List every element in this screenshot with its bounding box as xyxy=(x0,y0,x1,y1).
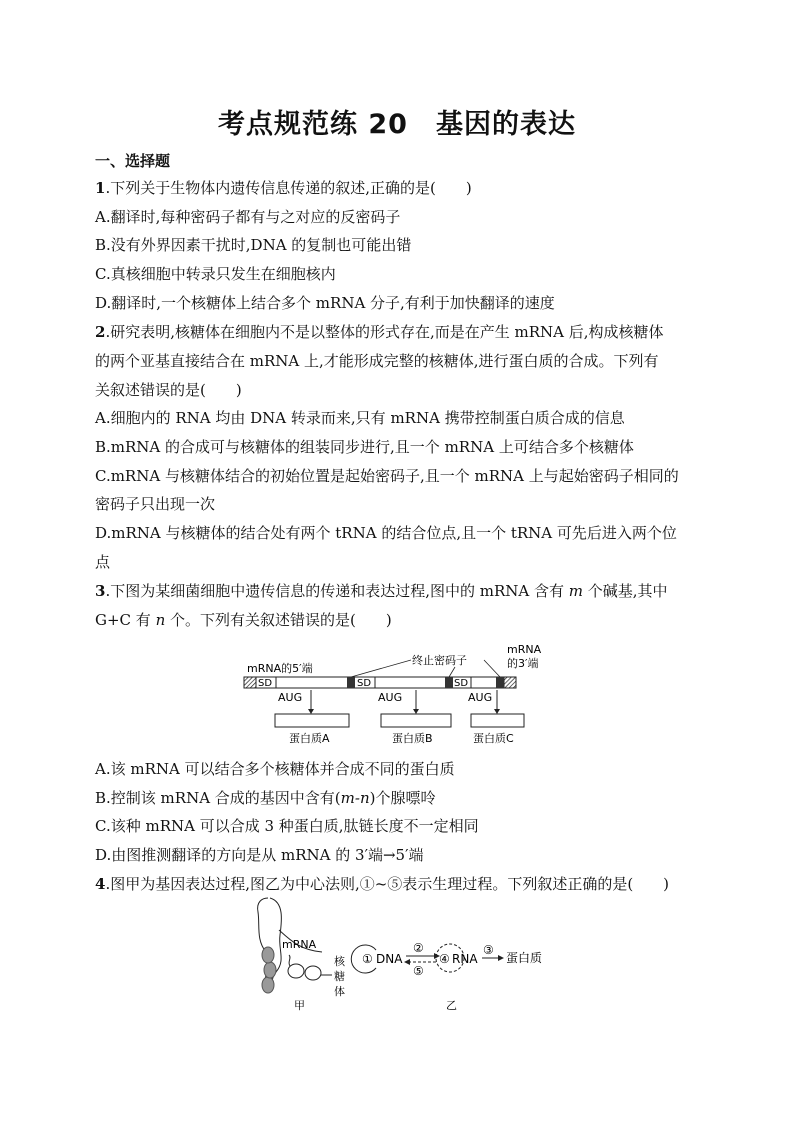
ribosome-2 xyxy=(305,966,321,980)
q3-stem-text1a: .下图为某细菌细胞中遗传信息的传递和表达过程,图中的 mRNA 含有 xyxy=(105,582,569,600)
sd-label-3: SD xyxy=(454,678,469,689)
q1-option-a: A.翻译时,每种密码子都有与之对应的反密码子 xyxy=(95,208,401,226)
protein-node: 蛋白质 xyxy=(506,951,543,965)
figure-yi xyxy=(351,941,542,1012)
ribosome-label-2: 糖 xyxy=(334,970,345,983)
protein-b-label: 蛋白质B xyxy=(392,732,433,745)
mrna-3-end-label-2: 的3′端 xyxy=(507,657,539,670)
yi-label: 乙 xyxy=(446,999,457,1012)
q1-stem-text: .下列关于生物体内遗传信息传递的叙述,正确的是( ) xyxy=(105,179,472,197)
ribosome-label-3: 体 xyxy=(334,985,345,998)
process-3: ③ xyxy=(483,943,494,957)
q3-stem-text1b: 个碱基,其中 xyxy=(583,582,668,600)
process-2: ② xyxy=(413,941,424,955)
sd-label-2: SD xyxy=(357,678,372,689)
ribosome-label-1: 核 xyxy=(334,955,345,968)
q2-option-c-line1: C.mRNA 与核糖体结合的初始位置是起始密码子,且一个 mRNA 上与起始密码子相同的 xyxy=(95,467,679,485)
q3-option-a: A.该 mRNA 可以结合多个核糖体并合成不同的蛋白质 xyxy=(95,760,455,778)
section-heading: 一、选择题 xyxy=(95,152,171,170)
page-title: 考点规范练 20 基因的表达 xyxy=(218,109,576,140)
process-4: ④ xyxy=(439,952,450,966)
protein-a-label: 蛋白质A xyxy=(289,732,330,745)
q3-stem-text2a: G+C 有 xyxy=(95,611,156,629)
reverse-transcription-arrow-head xyxy=(404,959,410,965)
dna-helix-segment-2 xyxy=(264,962,276,978)
ribosome-1 xyxy=(288,964,304,978)
rna-node: RNA xyxy=(452,952,478,966)
q2-stem-line2: 的两个亚基直接结合在 mRNA 上,才能形成完整的核糖体,进行蛋白质的合成。下列有 xyxy=(95,352,659,370)
q1-number: 1 xyxy=(95,179,106,197)
q4-number: 4 xyxy=(95,875,106,893)
peptide-chain xyxy=(289,955,290,966)
jia-label: 甲 xyxy=(294,999,305,1012)
q3-option-b-var: m-n xyxy=(340,789,370,807)
mrna-3-end-label-1: mRNA xyxy=(507,643,542,656)
figure-jia xyxy=(258,898,346,1012)
dna-helix-segment-1 xyxy=(262,977,274,993)
aug-label-2: AUG xyxy=(378,691,403,704)
q3-var-n: n xyxy=(155,611,166,629)
dna-node: DNA xyxy=(376,952,403,966)
sd-label-1: SD xyxy=(258,678,273,689)
mrna-5-end-label: mRNA的5′端 xyxy=(247,662,313,675)
stop-codon-label: 终止密码子 xyxy=(412,654,467,667)
process-5: ⑤ xyxy=(413,964,424,978)
jia-mrna-label: mRNA xyxy=(282,938,317,951)
q1-option-c: C.真核细胞中转录只发生在细胞核内 xyxy=(95,265,336,283)
q3-option-c: C.该种 mRNA 可以合成 3 种蛋白质,肽链长度不一定相同 xyxy=(95,817,479,835)
q2-option-d-line1: D.mRNA 与核糖体的结合处有两个 tRNA 的结合位点,且一个 tRNA 可先后进入两个位 xyxy=(95,524,677,542)
q2-option-c-line2: 密码子只出现一次 xyxy=(95,495,216,513)
q4-stem-text: .图甲为基因表达过程,图乙为中心法则,①~⑤表示生理过程。下列叙述正确的是( ) xyxy=(105,875,670,893)
q3-option-d: D.由图推测翻译的方向是从 mRNA 的 3′端→5′端 xyxy=(95,846,424,864)
q2-option-b: B.mRNA 的合成可与核糖体的组装同步进行,且一个 mRNA 上可结合多个核糖体 xyxy=(95,438,634,456)
translation-arrow-head xyxy=(498,955,504,961)
q3-option-b-text-a: B.控制该 mRNA 合成的基因中含有( xyxy=(95,789,341,807)
dna-helix-segment-3 xyxy=(262,947,274,963)
process-1: ① xyxy=(362,952,373,966)
q3-option-b-text-b: )个腺嘌呤 xyxy=(369,789,436,807)
q2-stem-line3: 关叙述错误的是( ) xyxy=(95,381,242,399)
protein-c-label: 蛋白质C xyxy=(473,732,514,745)
q2-number: 2 xyxy=(95,323,106,341)
q2-option-d-line2: 点 xyxy=(95,553,111,571)
q3-stem-text2b: 个。下列有关叙述错误的是( ) xyxy=(165,611,392,629)
q2-stem-text1: .研究表明,核糖体在细胞内不是以整体的形式存在,而是在产生 mRNA 后,构成核糖体 xyxy=(105,323,664,341)
aug-label-3: AUG xyxy=(468,691,493,704)
q1-option-b: B.没有外界因素干扰时,DNA 的复制也可能出错 xyxy=(95,236,412,254)
q1-option-d: D.翻译时,一个核糖体上结合多个 mRNA 分子,有利于加快翻译的速度 xyxy=(95,294,555,312)
q3-var-m: m xyxy=(568,582,583,600)
q2-option-a: A.细胞内的 RNA 均由 DNA 转录而来,只有 mRNA 携带控制蛋白质合成的信息 xyxy=(95,409,625,427)
aug-label-1: AUG xyxy=(278,691,303,704)
q3-number: 3 xyxy=(95,582,106,600)
